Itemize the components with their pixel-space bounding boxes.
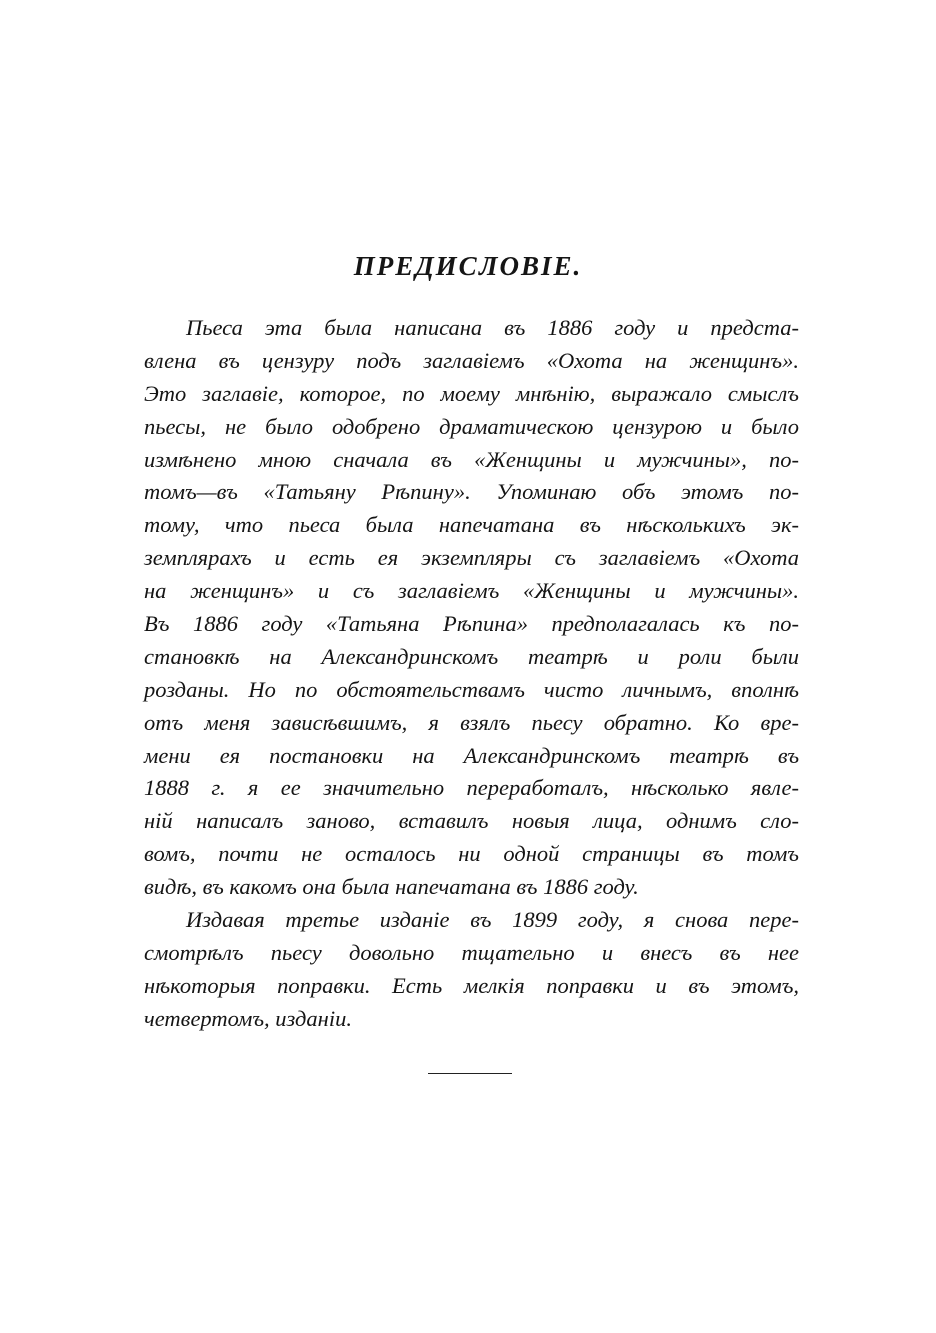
text-line: розданы. Но по обстоятельствамъ чисто личнымъ, вполнѣ [144, 676, 799, 702]
text-line: Это заглавіе, которое, по моему мнѣнію, выражало смыслъ [144, 380, 799, 406]
text-line: влена въ цензуру подъ заглавіемъ «Охота на женщинъ». [144, 347, 799, 373]
body-text [144, 312, 799, 1036]
text-line: 1888 г. я ее значительно переработалъ, нѣсколько явле- [144, 775, 799, 801]
text-line: четвертомъ, изданіи. [144, 1005, 352, 1031]
text-line: Пьеса эта была написана въ 1886 году и предста- [186, 315, 799, 340]
text-line: вомъ, почти не осталось ни одной страницы въ томъ [144, 841, 799, 867]
text-line: ній написалъ заново, вставилъ новыя лица, однимъ сло- [144, 808, 799, 834]
text-line: тому, что пьеса была напечатана въ нѣсколькихъ эк- [144, 512, 799, 538]
page-title: ПРЕДИСЛОВІЕ. [353, 251, 583, 281]
text-line: Издавая третье изданіе въ 1899 году, я снова пере- [186, 907, 799, 933]
text-line: земплярахъ и есть ея экземпляры съ заглавіемъ «Охота [144, 545, 799, 571]
text-line: пьесы, не было одобрено драматическою цензурою и было [144, 413, 799, 439]
text-line: отъ меня зависѣвшимъ, я взялъ пьесу обратно. Ко вре- [144, 709, 799, 735]
text-line: томъ—въ «Татьяну Рѣпину». Упоминаю объ этомъ по- [144, 479, 799, 505]
paragraph-2 [144, 904, 799, 1036]
text-line: на женщинъ» и съ заглавіемъ «Женщины и мужчины». [144, 578, 799, 604]
text-line: мени ея постановки на Александринскомъ театрѣ въ [144, 742, 799, 768]
closing-rule [428, 1073, 512, 1074]
text-line: Въ 1886 году «Татьяна Рѣпина» предполагалась къ по- [144, 611, 799, 637]
text-line: нѣкоторыя поправки. Есть мелкія поправки и въ этомъ, [144, 972, 799, 998]
paragraph-1 [144, 312, 799, 904]
text-line: измѣнено мною сначала въ «Женщины и мужчины», по- [144, 446, 799, 472]
text-line: смотрѣлъ пьесу довольно тщательно и внесъ въ нее [144, 939, 799, 965]
text-line: становкѣ на Александринскомъ театрѣ и роли были [144, 643, 799, 669]
text-line: видѣ, въ какомъ она была напечатана въ 1886 году. [144, 874, 639, 900]
